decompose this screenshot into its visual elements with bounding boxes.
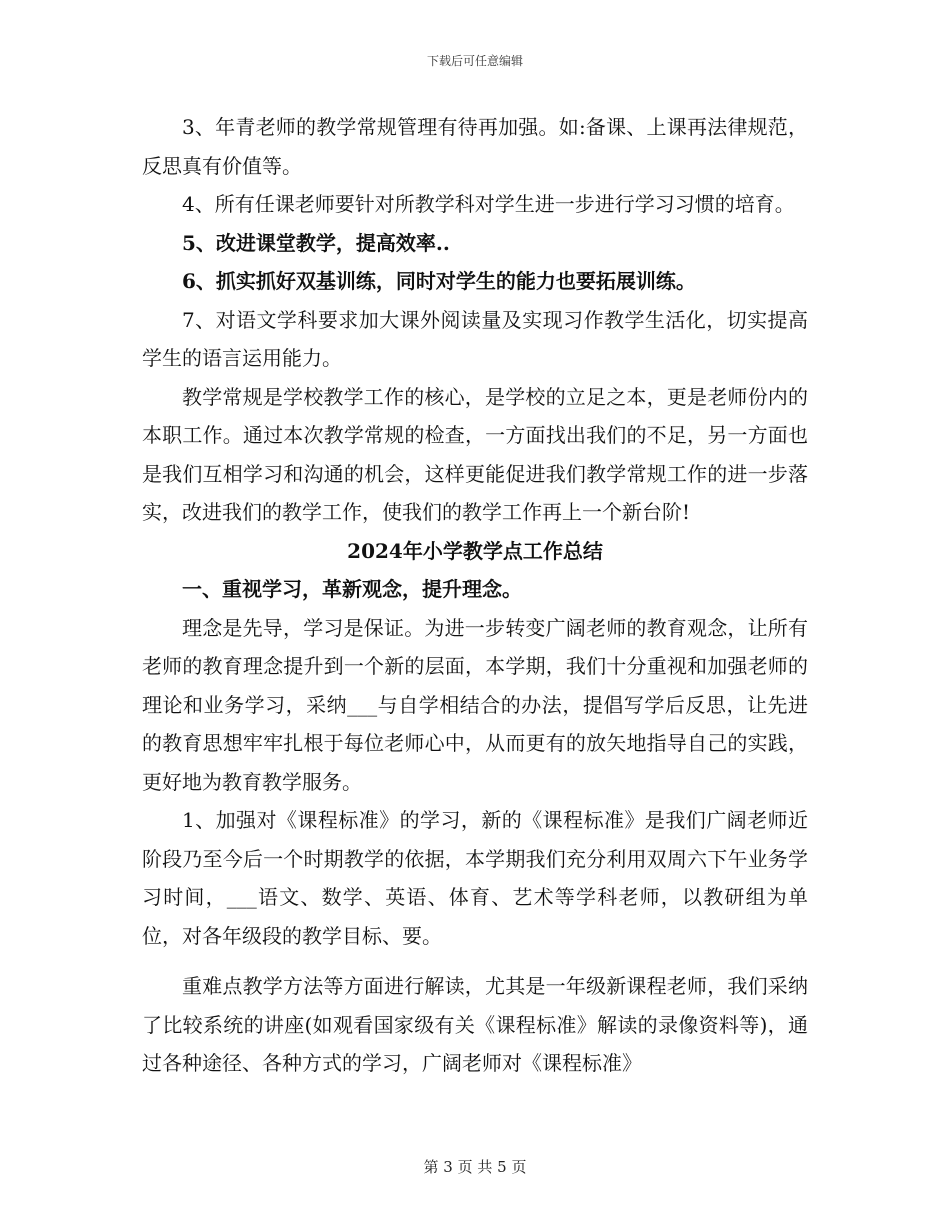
page-header: 下载后可任意编辑	[426, 54, 523, 68]
paragraph-standard-2: 重难点教学方法等方面进行解读，尤其是一年级新课程老师，我们采纳了比较系统的讲座(如观看国家级有关《课程标准》解读的录像资料等)，通过各种途径、各种方式的学习，广阔老师对《课程标准》	[142, 974, 808, 1075]
paragraph-item-6: 6、抓实抓好双基训练，同时对学生的能力也要拓展训练。	[182, 269, 696, 293]
document-body	[142, 108, 808, 1083]
paragraph-concept: 理念是先导，学习是保证。为进一步转变广阔老师的教育观念，让所有老师的教育理念提升到一个新的层面，本学期，我们十分重视和加强老师的理论和业务学习，采纳___与自学相结合的办法，提倡写学后反思，让先进的教育思想牢牢扎根于每位老师心中，从而更有的放矢地指导自己的实践，更好地为教育教学服务。	[142, 615, 808, 794]
paragraph-summary: 教学常规是学校教学工作的核心，是学校的立足之本，更是老师份内的本职工作。通过本次教学常规的检查，一方面找出我们的不足，另一方面也是我们互相学习和沟通的机会，这样更能促进我们教学常规工作的进一步落实，改进我们的教学工作，使我们的教学工作再上一个新台阶!	[142, 384, 808, 524]
paragraph-item-5: 5、改进课堂教学，提高效率..	[182, 230, 450, 255]
section-title: 2024年小学教学点工作总结	[347, 538, 603, 563]
paragraph-item-4: 4、所有任课老师要针对所教学科对学生进一步进行学习习惯的培育。	[182, 192, 795, 216]
paragraph-item-3: 3、年青老师的教学常规管理有待再加强。如:备课、上课再法律规范，反思真有价值等。	[142, 115, 808, 178]
paragraph-standard-1: 1、加强对《课程标准》的学习，新的《课程标准》是我们广阔老师近阶段乃至今后一个时期教学的依据，本学期我们充分利用双周六下午业务学习时间，___语文、数学、英语、体育、艺术等学科老师，以教研组为单位，对各年级段的教学目标、要。	[142, 808, 808, 948]
page-footer: 第 3 页 共 5 页	[423, 1158, 527, 1176]
paragraph-item-7: 7、对语文学科要求加大课外阅读量及实现习作教学生活化，切实提高学生的语言运用能力。	[142, 307, 808, 370]
section-heading-1: 一、重视学习，革新观念，提升理念。	[182, 577, 522, 601]
